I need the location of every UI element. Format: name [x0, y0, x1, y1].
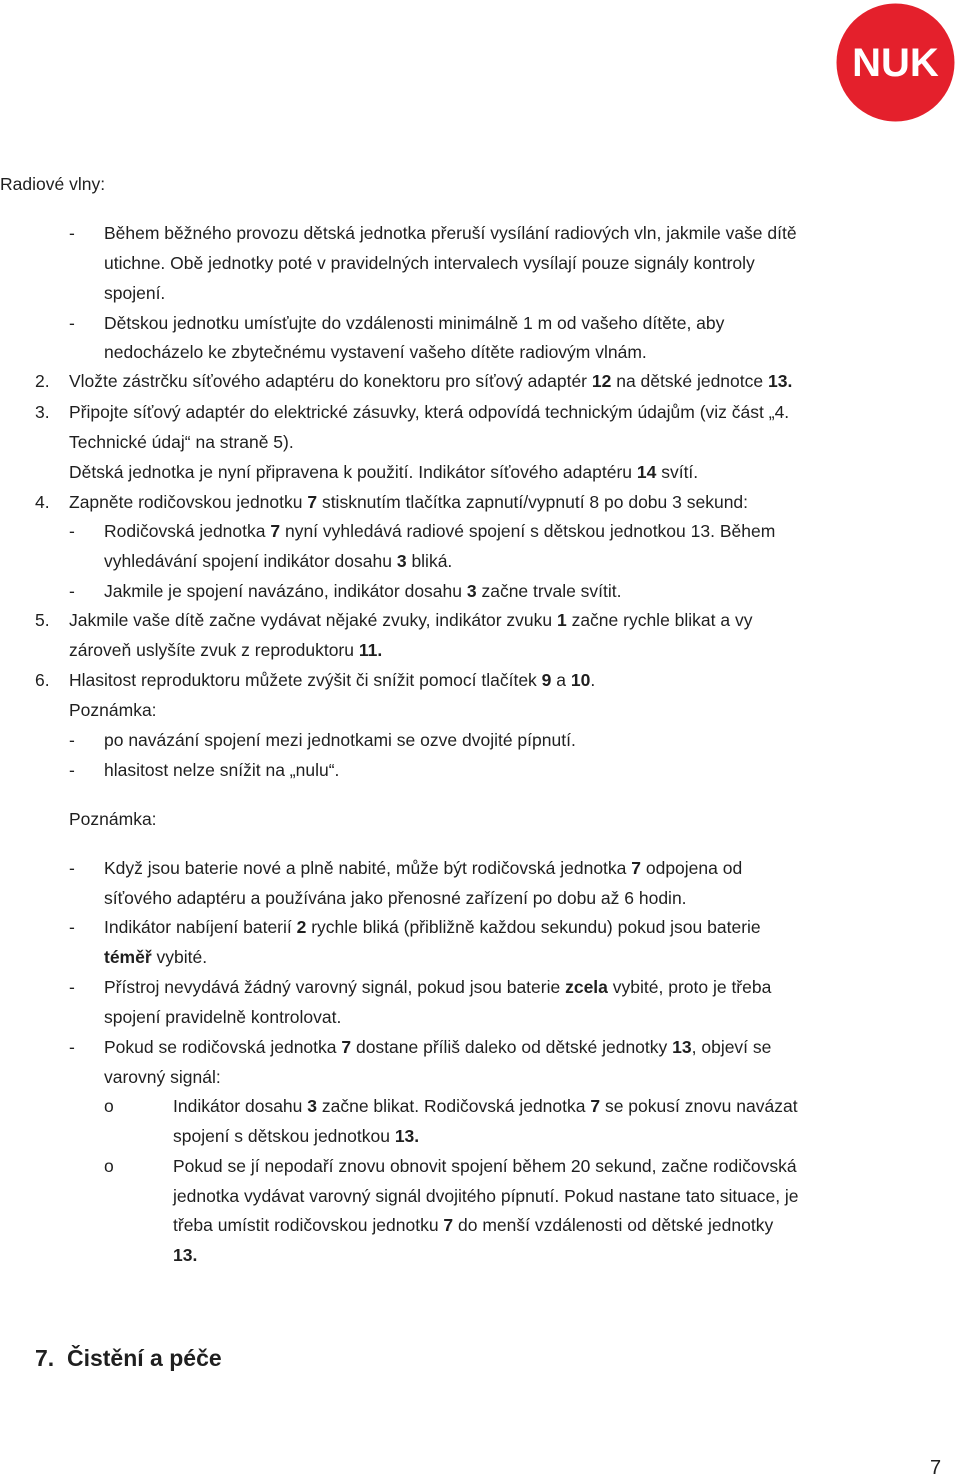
sub-item-2-line-4: 13.: [173, 1245, 198, 1265]
step-6-note-label: Poznámka:: [69, 700, 157, 720]
step-5-line-1: Jakmile vaše dítě začne vydávat nějaké zvuky, indikátor zvuku 1 začne rychle blikat a vy: [69, 610, 753, 630]
step-3-line-3: Dětská jednotka je nyní připravena k použití. Indikátor síťového adaptéru 14 svítí.: [69, 462, 699, 482]
dash-marker: -: [69, 917, 75, 937]
circle-marker: o: [104, 1096, 114, 1116]
note-item-4-line-1: Pokud se rodičovská jednotka 7 dostane příliš daleko od dětské jednotky 13, objeví se: [104, 1037, 772, 1057]
nuk-logo: [836, 3, 955, 122]
radio-bullet-1-line-1: Během běžného provozu dětská jednotka přeruší vysílání radiových vln, jakmile vaše dítě: [104, 223, 797, 243]
dash-marker: -: [69, 581, 75, 601]
dash-marker: -: [69, 223, 75, 243]
dash-marker: -: [69, 730, 75, 750]
step-3-line-1: Připojte síťový adaptér do elektrické zásuvky, která odpovídá technickým údajům (viz část „4.: [69, 402, 790, 422]
sub-item-1-line-2: spojení s dětskou jednotkou 13.: [173, 1126, 420, 1146]
sub-item-2-line-1: Pokud se jí nepodaří znovu obnovit spojení během 20 sekund, začne rodičovská: [173, 1156, 797, 1176]
dash-marker: -: [69, 1037, 75, 1057]
dash-marker: -: [69, 977, 75, 997]
dash-marker: -: [69, 521, 75, 541]
section-heading: 7. Čistění a péče: [35, 1345, 222, 1371]
note-item-2-line-2: téměř vybité.: [104, 947, 208, 967]
intro-text: Radiové vlny:: [0, 174, 106, 194]
step-4-number: 4.: [35, 492, 50, 512]
dash-marker: -: [69, 858, 75, 878]
radio-bullet-1-line-3: spojení.: [104, 283, 166, 303]
step-2-text: Vložte zástrčku síťového adaptéru do konektoru pro síťový adaptér 12 na dětské jednotce 13.: [69, 371, 793, 391]
circle-marker: o: [104, 1156, 114, 1176]
step-6-number: 6.: [35, 670, 50, 690]
step-4-bullet-1-line-1: Rodičovská jednotka 7 nyní vyhledává radiové spojení s dětskou jednotkou 13. Během: [104, 521, 776, 541]
note-item-4-line-2: varovný signál:: [104, 1067, 221, 1087]
step-3-line-2: Technické údaj“ na straně 5).: [69, 432, 294, 452]
step-2-number: 2.: [35, 371, 50, 391]
note-item-1-line-2: síťového adaptéru a používána jako přenosné zařízení po dobu až 6 hodin.: [104, 888, 687, 908]
note-item-3-line-1: Přístroj nevydává žádný varovný signál, pokud jsou baterie zcela vybité, proto je třeba: [104, 977, 772, 997]
sub-item-2-line-2: jednotka vydávat varovný signál dvojitého pípnutí. Pokud nastane tato situace, je: [173, 1186, 799, 1206]
radio-bullet-2-line-1: Dětskou jednotku umísťujte do vzdálenosti minimálně 1 m od vašeho dítěte, aby: [104, 313, 725, 333]
radio-bullet-1-line-2: utichne. Obě jednotky poté v pravidelných intervalech vysílají pouze signály kontroly: [104, 253, 755, 273]
radio-bullet-2-line-2: nedocházelo ke zbytečnému vystavení vašeho dítěte radiovým vlnám.: [104, 342, 647, 362]
dash-marker: -: [69, 760, 75, 780]
logo-text: NUK: [852, 41, 939, 85]
step-4-line-1: Zapněte rodičovskou jednotku 7 stisknutím tlačítka zapnutí/vypnutí 8 po dobu 3 sekund:: [69, 492, 749, 512]
note-label: Poznámka:: [69, 809, 157, 829]
note-item-2-line-1: Indikátor nabíjení baterií 2 rychle bliká (přibližně každou sekundu) pokud jsou baterie: [104, 917, 761, 937]
step-4-bullet-1-line-2: vyhledávání spojení indikátor dosahu 3 bliká.: [104, 551, 453, 571]
note-item-3-line-2: spojení pravidelně kontrolovat.: [104, 1007, 342, 1027]
step-5-number: 5.: [35, 610, 50, 630]
note-item-1-line-1: Když jsou baterie nové a plně nabité, může být rodičovská jednotka 7 odpojena od: [104, 858, 743, 878]
step-6-note-bullet-1: po navázání spojení mezi jednotkami se ozve dvojité pípnutí.: [104, 730, 576, 750]
sub-item-2-line-3: třeba umístit rodičovskou jednotku 7 do menší vzdálenosti od dětské jednotky: [173, 1215, 774, 1235]
step-5-line-2: zároveň uslyšíte zvuk z reproduktoru 11.: [69, 640, 383, 660]
sub-item-1-line-1: Indikátor dosahu 3 začne blikat. Rodičovská jednotka 7 se pokusí znovu navázat: [173, 1096, 798, 1116]
step-3-number: 3.: [35, 402, 50, 422]
page-number: 7: [930, 1457, 942, 1479]
step-6-line-1: Hlasitost reproduktoru můžete zvýšit či snížit pomocí tlačítek 9 a 10.: [69, 670, 596, 690]
dash-marker: -: [69, 313, 75, 333]
step-6-note-bullet-2: hlasitost nelze snížit na „nulu“.: [104, 760, 340, 780]
step-4-bullet-2: Jakmile je spojení navázáno, indikátor dosahu 3 začne trvale svítit.: [104, 581, 622, 601]
